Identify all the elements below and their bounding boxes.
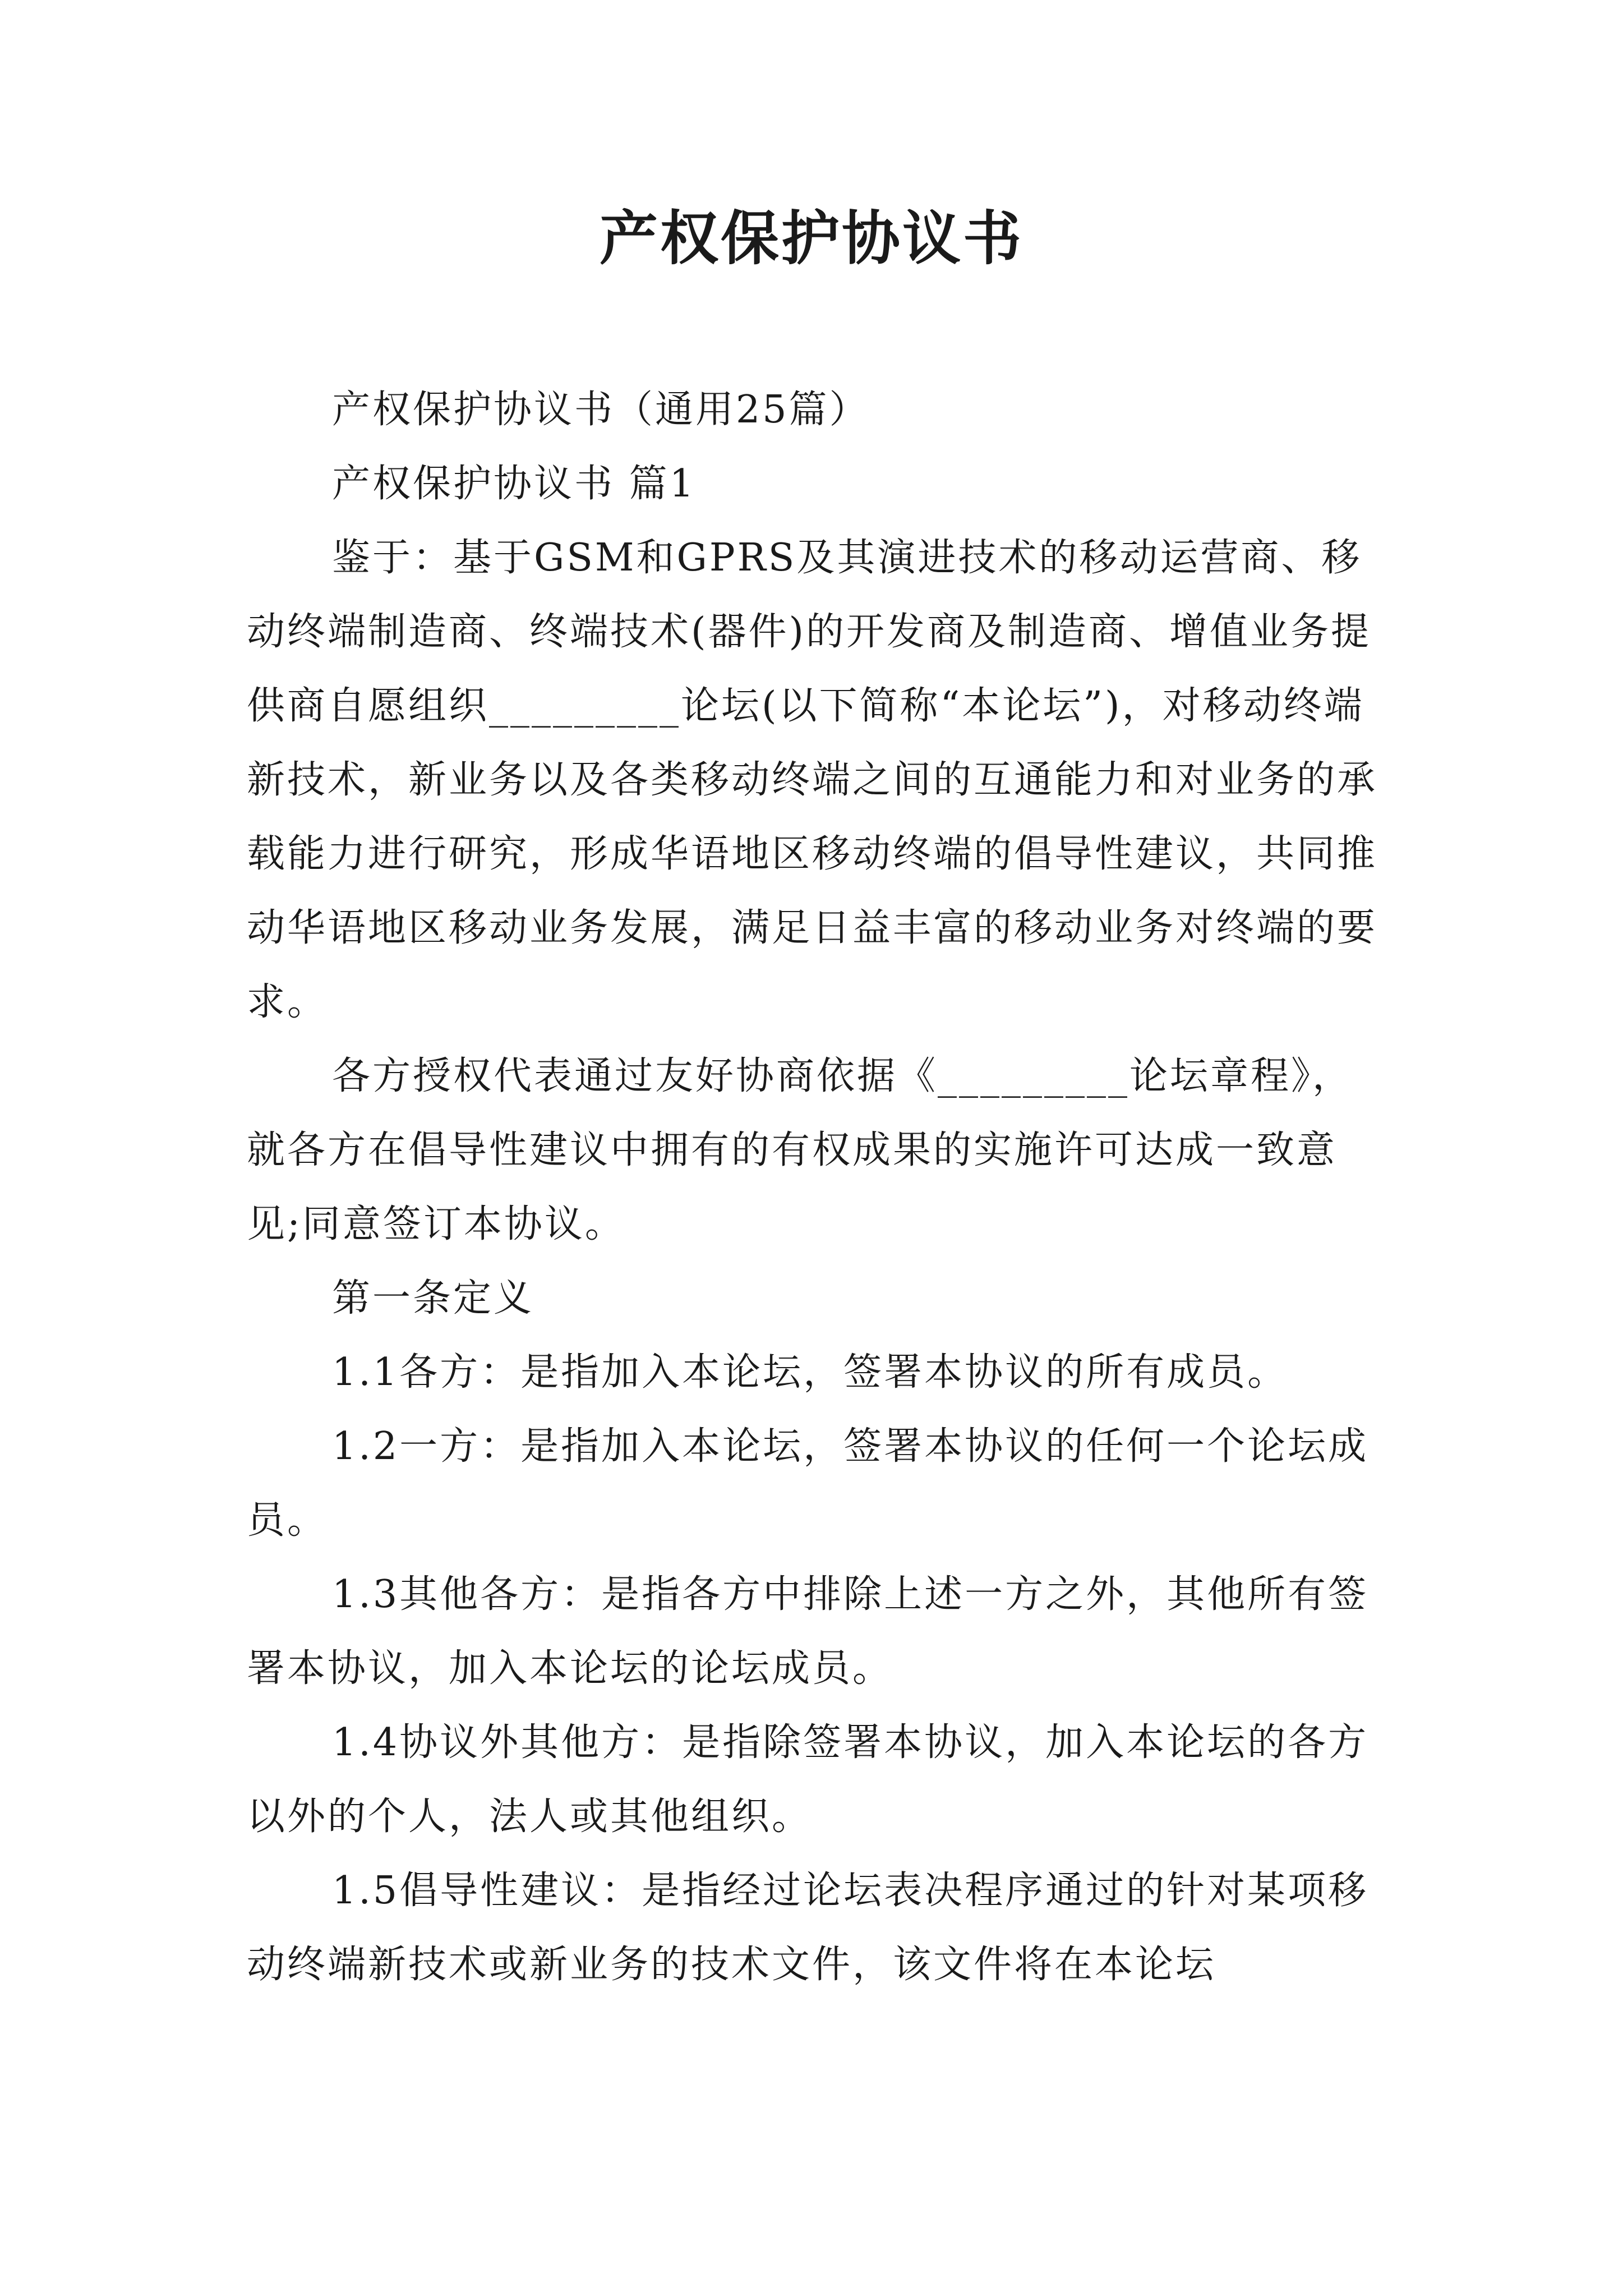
document-title: 产权保护协议书 [599,204,1023,273]
body-paragraph: 各方授权代表通过友好协商依据《_________论坛章程》，就各方在倡导性建议中拥有的有权成果的实施许可达成一致意见;同意签订本协议。 [247,1054,1353,1246]
definition-item: 1.5倡导性建议：是指经过论坛表决程序通过的针对某项移动终端新技术或新业务的技术文件，该文件将在本论坛 [247,1869,1369,1987]
body-paragraph: 鉴于：基于GSM和GPRS及其演进技术的移动运营商、移动终端制造商、终端技术(器件)的开发商及制造商、增值业务提供商自愿组织_________论坛(以下简称“本论坛”)，对移动终端新技术，新业务以及各类移动终端之间的互通能力和对业务的承载能力进行研究，形成华语地区移动终端的倡导性建议，共同推动华语地区移动业务发展，满足日益丰富的移动业务对终端的要求。 [247,536,1378,1024]
definition-item: 1.2一方：是指加入本论坛，签署本协议的任何一个论坛成员。 [247,1424,1369,1543]
section-heading: 产权保护协议书 篇1 [332,462,696,506]
article-heading: 第一条定义 [332,1276,534,1320]
definition-item: 1.1各方：是指加入本论坛，签署本协议的所有成员。 [332,1350,1288,1395]
document-body [247,373,1380,2002]
definition-item: 1.3其他各方：是指各方中排除上述一方之外，其他所有签署本协议，加入本论坛的论坛成员。 [247,1572,1369,1691]
doc-subtitle: 产权保护协议书（通用25篇） [332,388,870,432]
definition-item: 1.4协议外其他方：是指除签署本协议，加入本论坛的各方以外的个人，法人或其他组织。 [247,1720,1369,1839]
